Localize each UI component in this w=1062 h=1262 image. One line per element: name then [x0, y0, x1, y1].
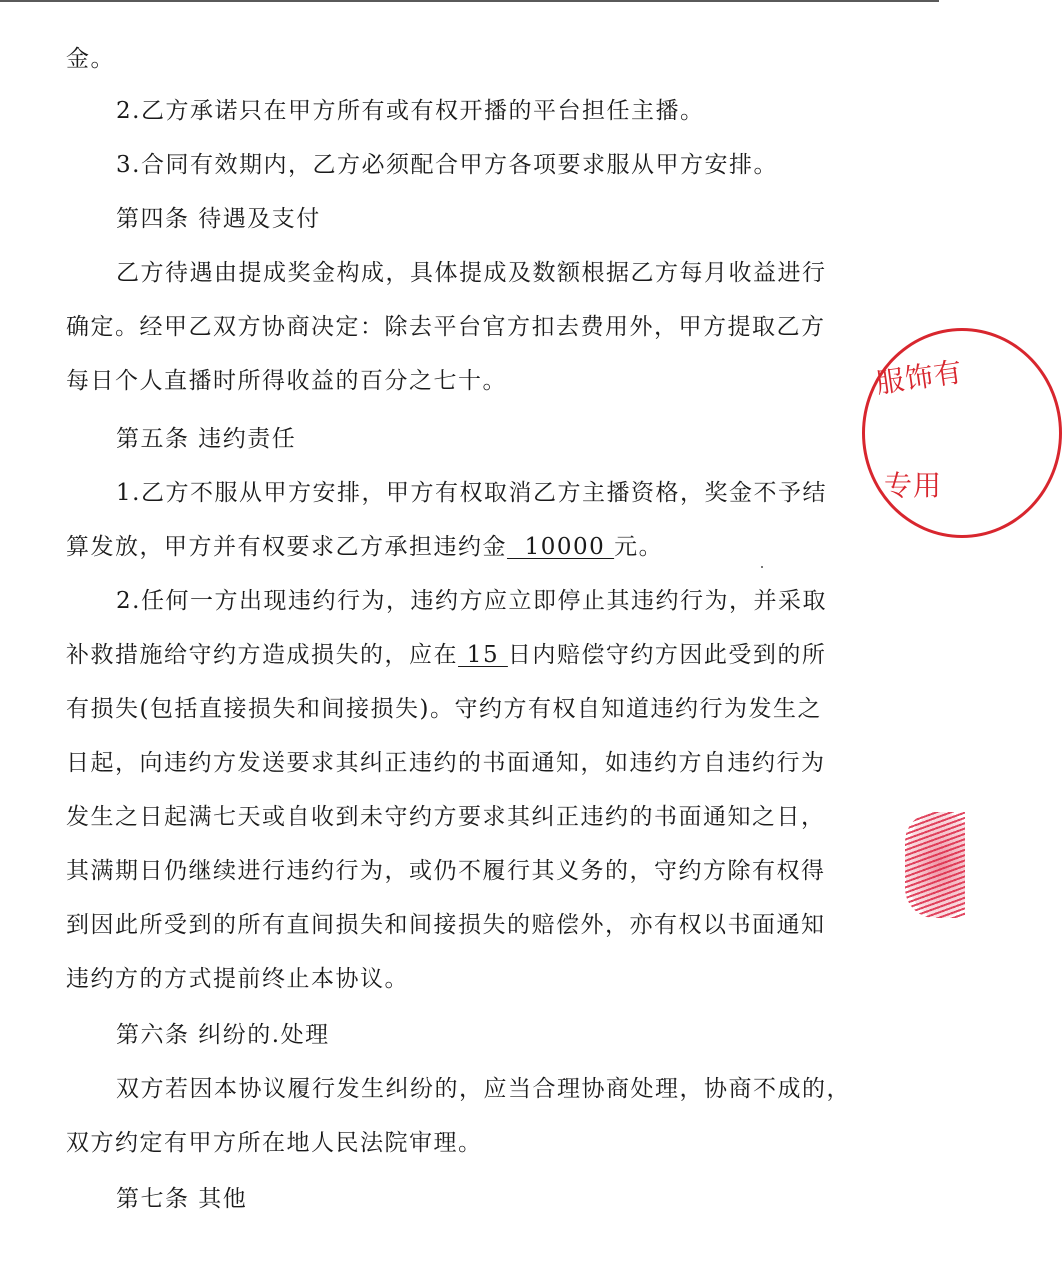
scan-speck — [761, 566, 763, 568]
article-4-line-2: 确定。经甲乙双方协商决定：除去平台官方扣去费用外，甲方提取乙方 — [66, 314, 826, 340]
article-5-clause-2-line-5: 发生之日起满七天或自收到未守约方要求其纠正违约的书面通知之日， — [66, 804, 826, 830]
article-7-heading: 第七条 其他 — [116, 1186, 248, 1212]
clause-3-cooperation: 3.合同有效期内，乙方必须配合甲方各项要求服从甲方安排。 — [116, 152, 778, 178]
seal-text-top: 服饰有 — [874, 355, 965, 400]
penalty-text: 算发放，甲方并有权要求乙方承担违约金 — [66, 534, 507, 560]
article-6-heading: 第六条 纠纷的.处理 — [116, 1022, 330, 1048]
penalty-amount: 10000 — [507, 534, 615, 560]
days-text: 补救措施给守约方造成损失的，应在 — [66, 642, 458, 668]
article-5-clause-2-line-2 — [66, 640, 826, 670]
article-4-line-1: 乙方待遇由提成奖金构成，具体提成及数额根据乙方每月收益进行 — [116, 260, 827, 286]
article-5-clause-2-line-3: 有损失(包括直接损失和间接损失)。守约方有权自知道违约行为发生之 — [66, 696, 822, 722]
article-5-clause-2-line-1: 2.任何一方出现违约行为，违约方应立即停止其违约行为，并采取 — [116, 588, 827, 614]
days-suffix: 日内赔偿守约方因此受到的所 — [507, 642, 827, 668]
days-value: 15 — [458, 642, 508, 668]
article-5-clause-2-line-4: 日起，向违约方发送要求其纠正违约的书面通知，如违约方自违约行为 — [66, 750, 826, 776]
article-5-clause-2-line-6: 其满期日仍继续进行违约行为，或仍不履行其义务的，守约方除有权得 — [66, 858, 826, 884]
article-5-clause-1-line-1: 1.乙方不服从甲方安排，甲方有权取消乙方主播资格，奖金不予结 — [116, 480, 827, 506]
article-4-line-3: 每日个人直播时所得收益的百分之七十。 — [66, 368, 507, 394]
article-5-heading: 第五条 违约责任 — [116, 426, 297, 452]
text-line-1: 金。 — [66, 46, 115, 72]
article-4-heading: 第四条 待遇及支付 — [116, 206, 321, 232]
article-5-clause-2-line-7: 到因此所受到的所有直间损失和间接损失的赔偿外，亦有权以书面通知 — [66, 912, 826, 938]
article-6-line-1: 双方若因本协议履行发生纠纷的，应当合理协商处理，协商不成的， — [116, 1076, 851, 1102]
fingerprint-mark — [905, 812, 965, 918]
article-5-clause-1-line-2 — [66, 532, 663, 562]
penalty-suffix: 元。 — [614, 534, 664, 560]
company-seal — [862, 328, 1062, 538]
clause-2-promise: 2.乙方承诺只在甲方所有或有权开播的平台担任主播。 — [116, 98, 705, 124]
page-top-edge — [0, 0, 939, 2]
article-6-line-2: 双方约定有甲方所在地人民法院审理。 — [66, 1130, 483, 1156]
article-5-clause-2-line-8: 违约方的方式提前终止本协议。 — [66, 966, 409, 992]
seal-text-bottom: 专用 — [884, 469, 943, 502]
